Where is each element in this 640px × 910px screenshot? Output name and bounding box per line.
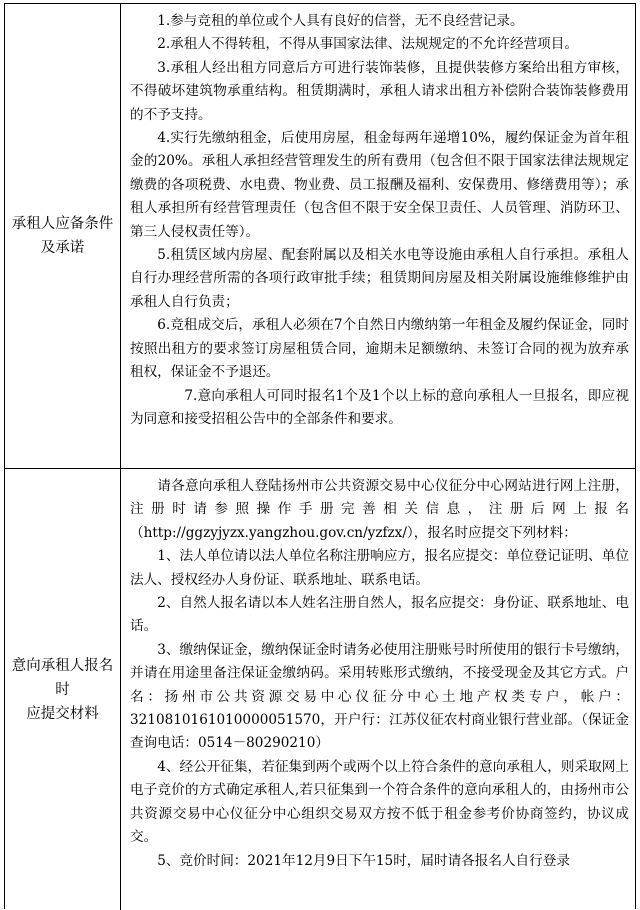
materials-item-5: 5、竞价时间：2021年12月9日下午15时，届时请各报名人自行登录 xyxy=(157,852,570,869)
row-label-conditions xyxy=(5,4,121,468)
table-row-conditions xyxy=(5,4,635,469)
row-content-materials xyxy=(121,469,635,910)
materials-item-2: 2、自然人报名请以本人姓名注册自然人，报名应提交：身份证、联系地址、电话。 xyxy=(130,595,629,635)
condition-item-6: 6.竞租成交后，承租人必须在7个自然日内缴纳第一年租金及履约保证金，同时按照出租方的要求签订房屋租赁合同，逾期未足额缴纳、未签订合同的视为放弃承租权，保证金不予退还。 xyxy=(130,317,629,381)
label-line: 意向承租人报名 xyxy=(11,657,114,674)
condition-item-1: 1.参与竞租的单位或个人具有良好的信誉，无不良经营记录。 xyxy=(157,13,524,29)
table-row-materials xyxy=(5,469,635,910)
materials-item-1: 1、法人单位请以法人单位名称注册响应方，报名应提交：单位登记证明、单位法人、授权经办人身份证、联系地址、联系电话。 xyxy=(130,548,629,588)
condition-item-5: 5.租赁区域内房屋、配套附属以及相关水电等设施由承租人自行承担。承租人自行办理经营所需的各项行政审批手续；租赁期间房屋及相关附属设施维修维护由承租人自行负责； xyxy=(130,247,629,310)
label-line: 应提交材料 xyxy=(26,705,99,722)
label-line: 时 xyxy=(55,681,70,698)
condition-item-2: 2.承租人不得转租，不得从事国家法律、法规规定的不允许经营项目。 xyxy=(157,36,578,53)
condition-item-3: 3.承租人经出租方同意后方可进行装饰装修，且提供装修方案给出租方审核，不得破坏建筑物承重结构。租赁期满时，承租人请求出租方补偿附合装饰装修费用的不予支持。 xyxy=(130,59,629,123)
label-line: 及承诺 xyxy=(40,240,85,256)
row-content-conditions xyxy=(121,4,635,468)
materials-intro: 请各意向承租人登陆扬州市公共资源交易中心仪征分中心网站进行网上注册，注册时请参照操作手册完善相关信息，注册后网上报名（http://ggzyjyzx.yangzhou.gov.cn/yzfzx/），报名时应提交下列材料： xyxy=(130,478,629,541)
label-line: 承租人应备条件 xyxy=(11,216,114,232)
row-label-materials xyxy=(5,469,121,910)
info-table xyxy=(4,3,636,909)
materials-item-3: 3、缴纳保证金，缴纳保证金时请务必使用注册账号时所使用的银行卡号缴纳，并请在用途里备注保证金缴纳码。采用转账形式缴纳，不接受现金及其它方式。户名：扬州市公共资源交易中心仪征分中心土地产权类专户，帐户：3210810161010000051570，开户行：江苏仪征农村商业银行营业部。（保证金查询电话：0514－80290210） xyxy=(130,641,629,752)
condition-item-4: 4.实行先缴纳租金，后使用房屋，租金每两年递增10%，履约保证金为首年租金的20%。承租人承担经营管理发生的所有费用（包含但不限于国家法律法规规定缴费的各项税费、水电费、物业费、员工报酬及福利、安保费用、修缮费用等）；承租人承担所有经营管理责任（包含但不限于安全保卫责任、人员管理、消防环卫、第三人侵权责任等）。 xyxy=(130,130,629,240)
materials-item-4: 4、经公开征集，若征集到两个或两个以上符合条件的意向承租人，则采取网上电子竞价的方式确定承租人,若只征集到一个符合条件的意向承租人的，由扬州市公共资源交易中心仪征分中心组织交易双方按不低于租金参考价协商签约，协议成交。 xyxy=(130,758,629,846)
condition-item-7: 7.意向承租人可同时报名1个及1个以上标的意向承租人一旦报名，即应视为同意和接受招租公告中的全部条件和要求。 xyxy=(130,387,629,427)
